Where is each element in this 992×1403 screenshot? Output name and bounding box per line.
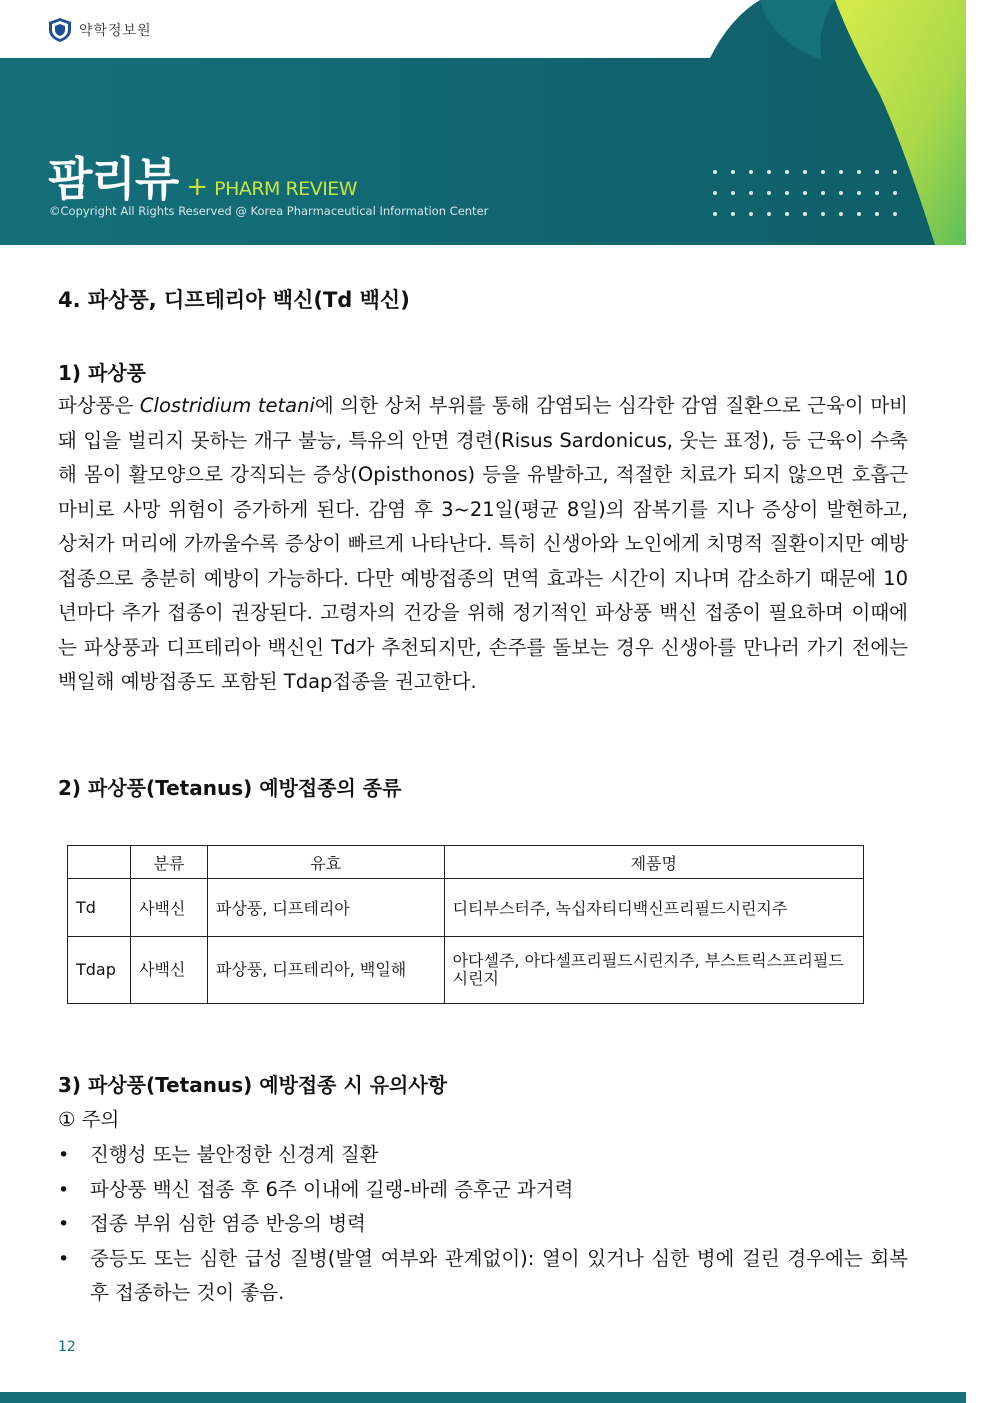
pathogen-name: Clostridium tetani: [139, 394, 315, 417]
subsection-3-title: 3) 파상풍(Tetanus) 예방접종 시 유의사항: [58, 1073, 448, 1097]
table-header-cell: [68, 846, 131, 879]
page-header: [0, 0, 992, 245]
logo-text: 약학정보원: [79, 23, 152, 39]
table-cell: Tdap: [68, 937, 131, 1004]
kpic-logo: [47, 17, 152, 43]
table-cell: 파상풍, 디프테리아, 백일해: [207, 937, 444, 1004]
vaccine-table: [67, 845, 864, 1004]
list-item-text: 파상풍 백신 접종 후 6주 이내에 길랭-바레 증후군 과거력: [90, 1177, 574, 1201]
list-item-text: 접종 부위 심한 염증 반응의 병력: [90, 1212, 366, 1235]
para-start: 파상풍은: [58, 394, 140, 417]
bullet-mark: •: [58, 1213, 70, 1235]
bullet-mark: •: [58, 1178, 70, 1201]
caution-list: [58, 1138, 908, 1311]
table-header-cell: 제품명: [444, 846, 863, 879]
page-number: 12: [58, 1339, 76, 1355]
bullet-mark: •: [58, 1144, 70, 1166]
table-cell: 아다셀주, 아다셀프리필드시린지주, 부스트릭스프리필드시린지: [444, 937, 863, 1004]
brand-title: 팜리뷰: [48, 152, 179, 206]
list-item: [58, 1242, 908, 1311]
list-item: [58, 1207, 908, 1242]
footer-bar: [0, 1392, 966, 1403]
brand-subtitle: PHARM REVIEW: [214, 178, 358, 200]
bullet-mark: •: [58, 1247, 70, 1270]
tetanus-description: [58, 389, 908, 700]
table-cell: 파상풍, 디프테리아: [207, 879, 444, 937]
subsection-1-title: 1) 파상풍: [58, 361, 146, 385]
table-cell: Td: [68, 879, 131, 937]
table-cell: 사백신: [130, 879, 207, 937]
caution-label: ① 주의: [58, 1108, 120, 1131]
list-item: [58, 1173, 908, 1208]
table-header-row: [68, 846, 864, 879]
table-header-cell: 유효: [207, 846, 444, 879]
list-item-text: 진행성 또는 불안정한 신경계 질환: [90, 1143, 379, 1166]
brand-plus: +: [186, 172, 209, 202]
table-row: [68, 937, 864, 1004]
section-title: 4. 파상풍, 디프테리아 백신(Td 백신): [58, 288, 410, 312]
table-row: [68, 879, 864, 937]
brand-wordmark: [48, 143, 357, 209]
table-header-cell: 분류: [130, 846, 207, 879]
subsection-2-title: 2) 파상풍(Tetanus) 예방접종의 종류: [58, 776, 402, 800]
shield-logo-icon: [47, 17, 73, 43]
list-item: [58, 1138, 908, 1173]
copyright-text: ©Copyright All Rights Reserved @ Korea Pharmaceutical Information Center: [49, 204, 489, 218]
list-item-text: 중등도 또는 심한 급성 질병(발열 여부와 관계없이): 열이 있거나 심한 병에 걸린 경우에는 회복 후 접종하는 것이 좋음.: [90, 1246, 908, 1304]
table-cell: 사백신: [130, 937, 207, 1004]
para-rest: 에 의한 상처 부위를 통해 감염되는 심각한 감염 질환으로 근육이 마비돼 입을 벌리지 못하는 개구 불능, 특유의 안면 경련(Risus Sardonicus, 웃는 표정), 등 근육이 수축해 몸이 활모양으로 강직되는 증상(Opisthonos) 등을 유발하고, 적절한 치료가 되지 않으면 호흡근 마비로 사망 위험이 증가하게 된다. 감염 후 3~21일(평균 8일)의 잠복기를 지나 증상이 발현하고, 상처가 머리에 가까울수록 증상이 빠르게 나타난다. 특히 신생아와 노인에게 치명적 질환이지만 예방접종으로 충분히 예방이 가능하다. 다만 예방접종의 면역 효과는 시간이 지나며 감소하기 때문에 10년마다 추가 접종이 권장된다. 고령자의 건강을 위해 정기적인 파상풍 백신 접종이 필요하며 이때에는 파상풍과 디프테리아 백신인 Td가 추천되지만, 손주를 돌보는 경우 신생아를 만나러 가기 전에는 백일해 예방접종도 포함된 Tdap접종을 권고한다.: [58, 394, 909, 693]
table-cell: 디티부스터주, 녹십자티디백신프리필드시린지주: [444, 879, 863, 937]
